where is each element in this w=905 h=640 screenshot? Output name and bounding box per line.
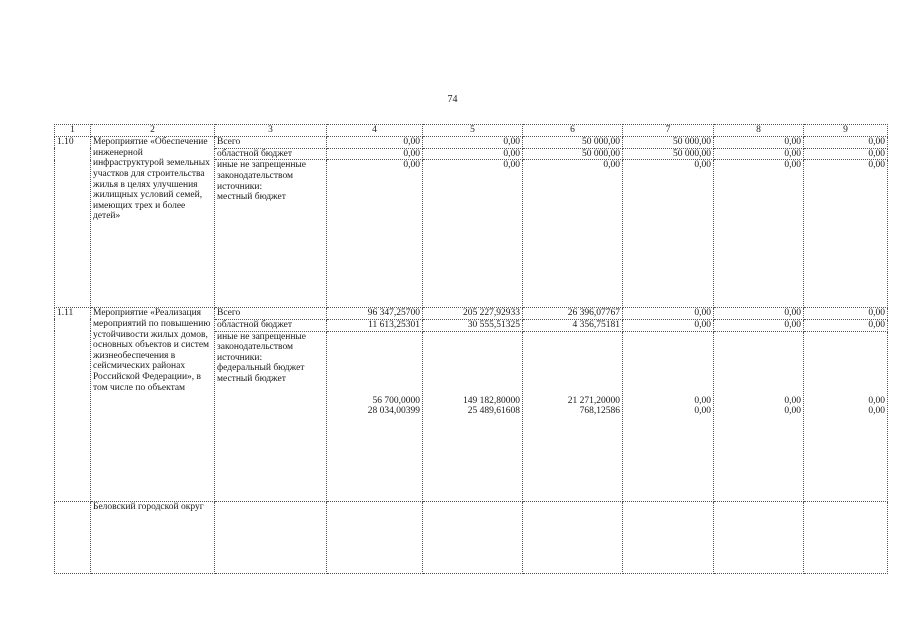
value-cell: 21 271,20000 768,12586: [523, 331, 623, 501]
table-row: [55, 137, 888, 149]
value-cell: 4 356,75181: [523, 319, 623, 331]
value-cell: 0,00: [423, 148, 523, 160]
value-cell: 0,00: [714, 308, 804, 320]
column-header: 9: [804, 125, 888, 137]
empty-cell: [804, 501, 888, 573]
value-cell: 50 000,00: [623, 148, 714, 160]
column-header: 5: [423, 125, 523, 137]
item-name: Мероприятие «Обеспечение инженерной инфраструктурой земельных участков для строительства жилья в целях улучшения жилищных условий семей, имеющих трех и более детей»: [91, 137, 215, 308]
column-header: 3: [215, 125, 327, 137]
item-number: [55, 501, 91, 573]
source-label: областной бюджет: [215, 319, 327, 331]
value-cell: 0,00 0,00: [804, 331, 888, 501]
source-label: Всего: [215, 137, 327, 149]
value-cell: 0,00: [804, 148, 888, 160]
header-row: [55, 125, 888, 137]
value-cell: 0,00: [804, 319, 888, 331]
value-cell: 0,00: [423, 137, 523, 149]
empty-cell: [327, 501, 423, 573]
item-number: 1.11: [55, 308, 91, 501]
budget-table: [54, 124, 888, 574]
table-row: [55, 308, 888, 320]
item-name: Беловский городской округ: [91, 501, 215, 573]
value-cell: 149 182,80000 25 489,61608: [423, 331, 523, 501]
value-cell: 0,00: [623, 319, 714, 331]
empty-cell: [714, 501, 804, 573]
column-header: 2: [91, 125, 215, 137]
empty-cell: [523, 501, 623, 573]
column-header: 7: [623, 125, 714, 137]
table-row: [55, 501, 888, 573]
value-cell: 26 396,07767: [523, 308, 623, 320]
column-header: 8: [714, 125, 804, 137]
empty-cell: [623, 501, 714, 573]
value-cell: 11 613,25301: [327, 319, 423, 331]
value-cell: 0,00: [327, 137, 423, 149]
source-label: областной бюджет: [215, 148, 327, 160]
value-cell: 0,00 0,00: [623, 331, 714, 501]
value-cell: 0,00: [423, 160, 523, 308]
value-cell: 96 347,25700: [327, 308, 423, 320]
value-cell: 205 227,92933: [423, 308, 523, 320]
source-label: иные не запрещенные законодательством источники: местный бюджет: [215, 160, 327, 308]
value-cell: 0,00: [623, 308, 714, 320]
value-cell: 50 000,00: [523, 137, 623, 149]
column-header: 6: [523, 125, 623, 137]
value-cell: 0,00: [523, 160, 623, 308]
item-name: Мероприятие «Реализация мероприятий по повышению устойчивости жилых домов, основных объектов и систем жизнеобеспечения в сейсмических районах Российской Федерации», в том числе по объектам: [91, 308, 215, 501]
empty-cell: [215, 501, 327, 573]
value-cell: 0,00: [714, 137, 804, 149]
column-header: 4: [327, 125, 423, 137]
value-cell: 0,00: [804, 160, 888, 308]
column-header: 1: [55, 125, 91, 137]
value-cell: 0,00: [714, 319, 804, 331]
source-label: иные не запрещенные законодательством источники: федеральный бюджет местный бюджет: [215, 331, 327, 501]
value-cell: 0,00 0,00: [714, 331, 804, 501]
source-label: Всего: [215, 308, 327, 320]
value-cell: 0,00: [327, 160, 423, 308]
empty-cell: [423, 501, 523, 573]
value-cell: 0,00: [714, 148, 804, 160]
value-cell: 0,00: [714, 160, 804, 308]
value-cell: 0,00: [804, 308, 888, 320]
value-cell: 0,00: [623, 160, 714, 308]
value-cell: 30 555,51325: [423, 319, 523, 331]
value-cell: 56 700,0000 28 034,00399: [327, 331, 423, 501]
value-cell: 0,00: [327, 148, 423, 160]
item-number: 1.10: [55, 137, 91, 308]
value-cell: 50 000,00: [623, 137, 714, 149]
value-cell: 0,00: [804, 137, 888, 149]
value-cell: 50 000,00: [523, 148, 623, 160]
page-number: 74: [447, 94, 458, 105]
